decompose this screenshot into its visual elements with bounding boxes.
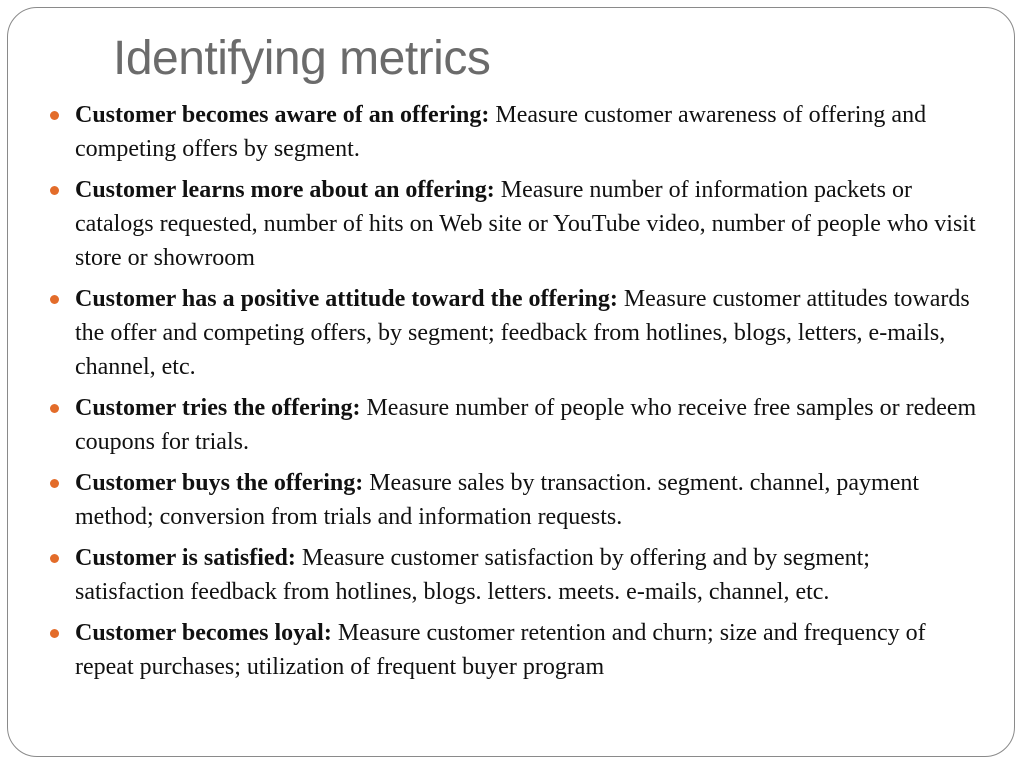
bullet-dot-icon <box>50 111 59 120</box>
bullet-dot-icon <box>50 479 59 488</box>
bullet-list <box>45 98 980 691</box>
bullet-heading: Customer tries the offering: <box>75 395 367 421</box>
bullet-text: Measure number of information packets or catalogs requested, number of hits on Web site or YouTube video, number of people who visit store or showroom <box>75 177 976 271</box>
bullet-dot-icon <box>50 554 59 563</box>
bullet-item-satisfied <box>45 541 980 609</box>
bullet-item-tries <box>45 391 980 459</box>
bullet-text: Measure sales by transaction. segment. channel, payment method; conversion from trials and information requests. <box>75 470 920 530</box>
bullet-dot-icon <box>50 404 59 413</box>
slide-title: Identifying metrics <box>113 32 491 85</box>
bullet-text: Measure customer attitudes towards the offer and competing offers, by segment; feedback from hotlines, blogs, letters, e-mails, channel, etc. <box>75 286 970 380</box>
bullet-item-loyal <box>45 616 980 684</box>
bullet-text: Measure number of people who receive free samples or redeem coupons for trials. <box>75 395 977 455</box>
bullet-heading: Customer becomes loyal: <box>75 620 338 646</box>
bullet-item-attitude <box>45 282 980 384</box>
bullet-heading: Customer is satisfied: <box>75 545 302 571</box>
bullet-dot-icon <box>50 186 59 195</box>
bullet-dot-icon <box>50 629 59 638</box>
bullet-heading: Customer becomes aware of an offering: <box>75 102 496 128</box>
bullet-item-learns <box>45 173 980 275</box>
bullet-heading: Customer buys the offering: <box>75 470 370 496</box>
bullet-heading: Customer has a positive attitude toward the offering: <box>75 286 624 312</box>
bullet-heading: Customer learns more about an offering: <box>75 177 501 203</box>
bullet-text: Measure customer satisfaction by offering and by segment; satisfaction feedback from hotlines, blogs. letters. meets. e-mails, channel, etc. <box>75 545 870 605</box>
bullet-dot-icon <box>50 295 59 304</box>
bullet-text: Measure customer retention and churn; size and frequency of repeat purchases; utilization of frequent buyer program <box>75 620 926 680</box>
bullet-item-buys <box>45 466 980 534</box>
bullet-text: Measure customer awareness of offering and competing offers by segment. <box>75 102 927 162</box>
bullet-item-aware <box>45 98 980 166</box>
